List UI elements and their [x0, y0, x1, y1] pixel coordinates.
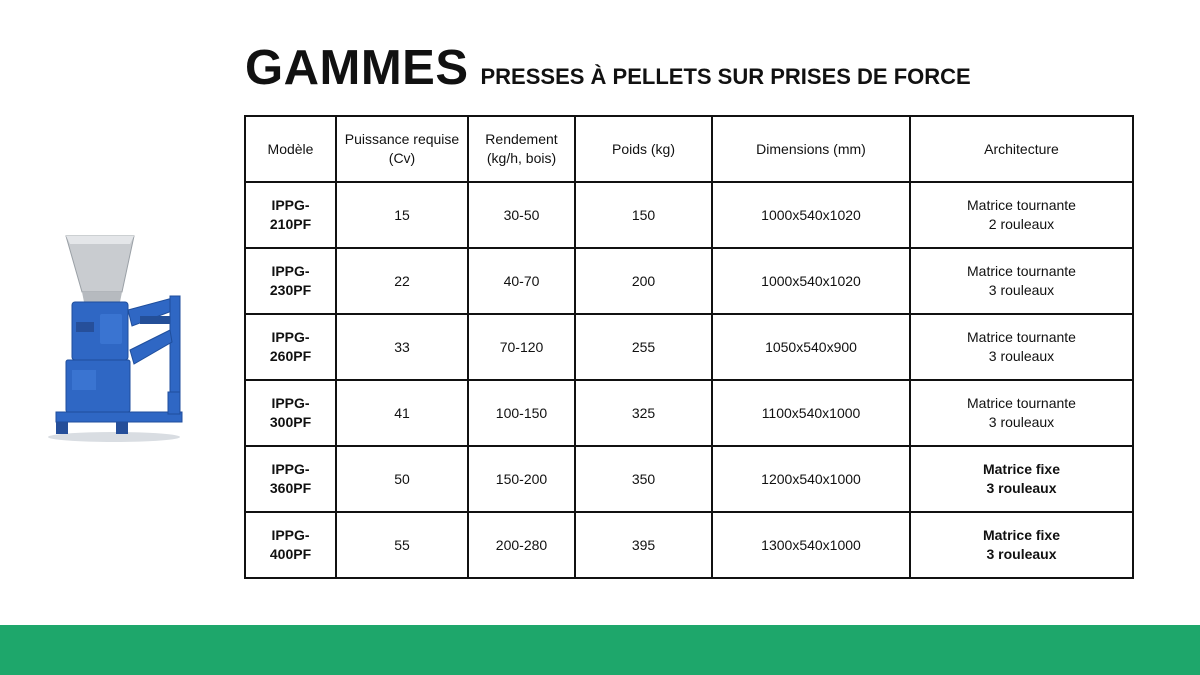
cell-power: 15: [336, 182, 468, 248]
cell-dimensions: 1000x540x1020: [712, 182, 910, 248]
cell-power: 22: [336, 248, 468, 314]
table-row: [245, 380, 1133, 446]
architecture-line-2: 3 rouleaux: [986, 546, 1057, 562]
specs-table: [244, 115, 1134, 579]
architecture-line-1: Matrice tournante: [967, 197, 1076, 213]
cell-model: IPPG-230PF: [245, 248, 336, 314]
cell-weight: 255: [575, 314, 712, 380]
cell-model: IPPG-210PF: [245, 182, 336, 248]
cell-dimensions: 1100x540x1000: [712, 380, 910, 446]
cell-dimensions: 1300x540x1000: [712, 512, 910, 578]
cell-weight: 325: [575, 380, 712, 446]
pellet-press-image: [42, 230, 194, 445]
cell-dimensions: 1200x540x1000: [712, 446, 910, 512]
pellet-press-illustration: [42, 230, 194, 445]
cell-weight: 150: [575, 182, 712, 248]
cell-weight: 350: [575, 446, 712, 512]
cell-architecture: [910, 380, 1133, 446]
header-dimensions: Dimensions (mm): [712, 116, 910, 182]
cell-power: 55: [336, 512, 468, 578]
cell-yield: 200-280: [468, 512, 575, 578]
cell-architecture: [910, 446, 1133, 512]
cell-weight: 200: [575, 248, 712, 314]
cell-dimensions: 1000x540x1020: [712, 248, 910, 314]
architecture-line-1: Matrice tournante: [967, 329, 1076, 345]
cell-yield: 150-200: [468, 446, 575, 512]
cell-model: IPPG-360PF: [245, 446, 336, 512]
architecture-line-1: Matrice tournante: [967, 263, 1076, 279]
title-subtitle: PRESSES À PELLETS SUR PRISES DE FORCE: [480, 64, 971, 89]
header-weight: Poids (kg): [575, 116, 712, 182]
cell-architecture: [910, 182, 1133, 248]
header-power: Puissance requise (Cv): [336, 116, 468, 182]
cell-yield: 30-50: [468, 182, 575, 248]
table-row: [245, 182, 1133, 248]
cell-yield: 40-70: [468, 248, 575, 314]
header-model: Modèle: [245, 116, 336, 182]
table-header-row: [245, 116, 1133, 182]
cell-architecture: [910, 512, 1133, 578]
cell-model: IPPG-400PF: [245, 512, 336, 578]
architecture-line-2: 3 rouleaux: [988, 282, 1055, 298]
title-main: GAMMES: [245, 41, 469, 95]
architecture-line-2: 2 rouleaux: [988, 216, 1055, 232]
cell-architecture: [910, 248, 1133, 314]
table-row: [245, 446, 1133, 512]
header-yield: Rendement (kg/h, bois): [468, 116, 575, 182]
table-row: [245, 512, 1133, 578]
architecture-line-2: 3 rouleaux: [988, 348, 1055, 364]
cell-dimensions: 1050x540x900: [712, 314, 910, 380]
header-architecture: Architecture: [910, 116, 1133, 182]
cell-yield: 100-150: [468, 380, 575, 446]
architecture-line-2: 3 rouleaux: [986, 480, 1057, 496]
cell-power: 50: [336, 446, 468, 512]
cell-weight: 395: [575, 512, 712, 578]
architecture-line-1: Matrice fixe: [982, 527, 1061, 543]
table-row: [245, 314, 1133, 380]
table-row: [245, 248, 1133, 314]
cell-yield: 70-120: [468, 314, 575, 380]
cell-model: IPPG-300PF: [245, 380, 336, 446]
cell-model: IPPG-260PF: [245, 314, 336, 380]
cell-power: 41: [336, 380, 468, 446]
footer-bar: [0, 625, 1200, 675]
page-title: [245, 40, 971, 96]
cell-architecture: [910, 314, 1133, 380]
architecture-line-1: Matrice fixe: [982, 461, 1061, 477]
cell-power: 33: [336, 314, 468, 380]
architecture-line-1: Matrice tournante: [967, 395, 1076, 411]
architecture-line-2: 3 rouleaux: [988, 414, 1055, 430]
